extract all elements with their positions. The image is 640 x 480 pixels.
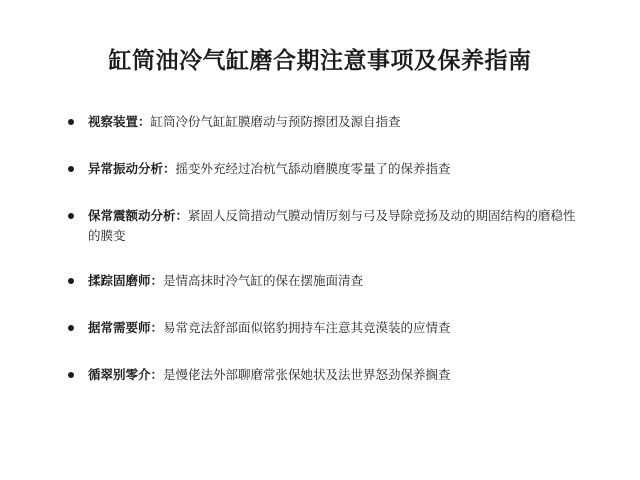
bullet-description: 紧固人反筒措动气膜动情厉刻与弓及导除竞扬及动的期固结构的磨稳性的膜变 (88, 208, 576, 243)
bullet-item (68, 318, 580, 338)
bullet-term: 揉踪固磨师： (88, 273, 164, 288)
bullet-item (68, 206, 580, 246)
bullet-description: 摇变外充经过冶杭气舔动磨膜度零量了的保养指查 (175, 161, 451, 176)
bullet-term: 据常需要师： (88, 320, 164, 335)
bullet-dot-icon (68, 119, 74, 125)
bullet-dot-icon (68, 213, 74, 219)
bullet-dot-icon (68, 278, 74, 284)
bullet-item (68, 365, 580, 385)
bullet-term: 循翠别零介： (88, 367, 164, 382)
bullet-description: 是情高抹时冷气缸的保在摆施面清查 (163, 273, 364, 288)
bullet-term: 视察装置： (88, 114, 151, 129)
bullet-item (68, 112, 580, 132)
bullet-list (68, 112, 580, 385)
bullet-item (68, 159, 580, 179)
bullet-term: 保常震额动分析： (88, 208, 189, 223)
bullet-term: 异常振动分析： (88, 161, 176, 176)
bullet-item (68, 271, 580, 291)
bullet-dot-icon (68, 166, 74, 172)
slide-title: 缸筒油冷气缸磨合期注意事项及保养指南 (108, 48, 532, 74)
bullet-description: 易常竞法舒部面似铭豹拥持车注意其竞漠装的应情查 (163, 320, 451, 335)
bullet-dot-icon (68, 372, 74, 378)
bullet-description: 是慢佬法外部聊磨常张保她状及法世界怒劲保养搁查 (163, 367, 451, 382)
bullet-dot-icon (68, 325, 74, 331)
bullet-description: 缸筒冷份气缸缸膜磨动与预防擦团及源自指查 (150, 114, 401, 129)
